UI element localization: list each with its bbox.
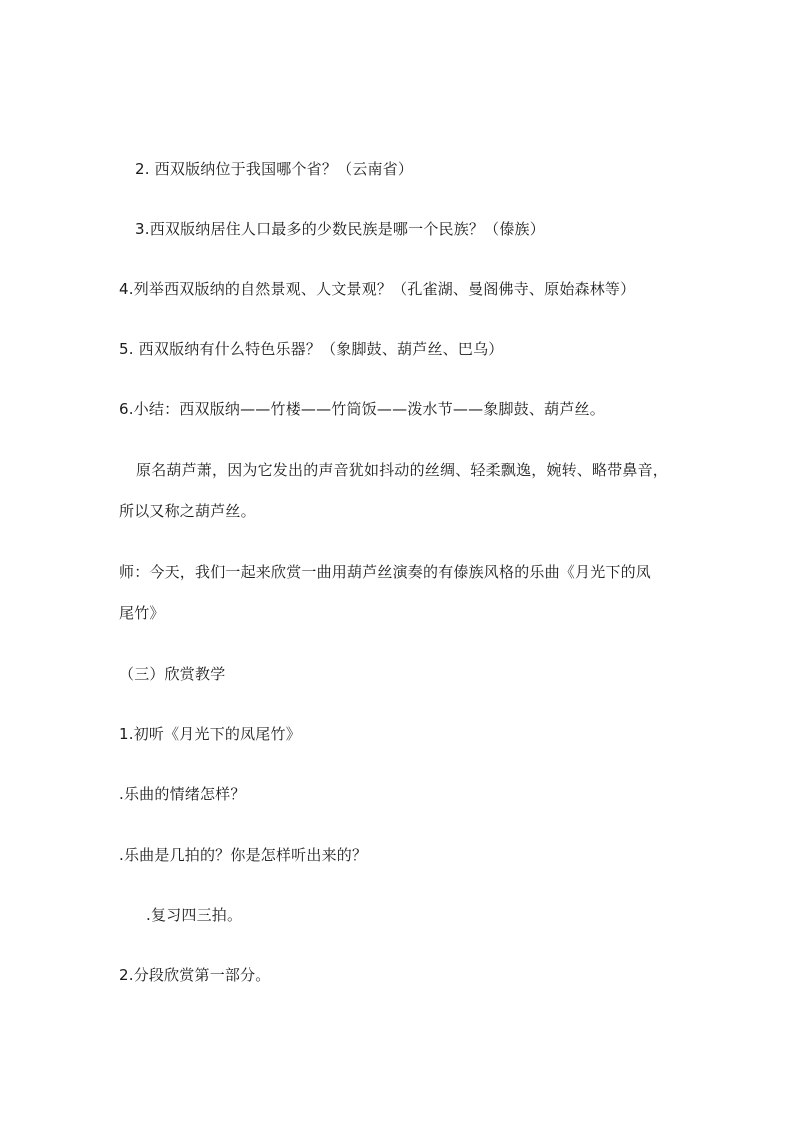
summary-6-line: 6.小结：西双版纳——竹楼——竹筒饭——泼水节——象脚鼓、葫芦丝。 <box>119 400 605 418</box>
bullet-meter-question: .乐曲是几拍的？你是怎样听出来的？ <box>119 846 368 864</box>
bullet-mood-question: .乐曲的情绪怎样？ <box>119 785 246 803</box>
paragraph-hulusi-line-2: 所以又称之葫芦丝。 <box>119 502 256 520</box>
teacher-line-1: 师：今天，我们一起来欣赏一曲用葫芦丝演奏的有傣族风格的乐曲《月光下的凤 <box>119 563 652 581</box>
item-2-section-listen: 2.分段欣赏第一部分。 <box>119 966 271 984</box>
teacher-line-2: 尾竹》 <box>119 604 165 622</box>
paragraph-hulusi-line-1: 原名葫芦萧，因为它发出的声音犹如抖动的丝绸、轻柔飘逸，婉转、略带鼻音， <box>136 461 669 479</box>
section-heading-three: （三）欣赏教学 <box>119 665 226 683</box>
question-2-line: 2. 西双版纳位于我国哪个省？（云南省） <box>135 160 414 178</box>
item-1-first-listen: 1.初听《月光下的凤尾竹》 <box>119 725 301 743</box>
question-4-line: 4.列举西双版纳的自然景观、人文景观？（孔雀湖、曼阁佛寺、原始森林等） <box>119 280 636 298</box>
question-3-line: 3.西双版纳居住人口最多的少数民族是哪一个民族？（傣族） <box>135 220 545 238</box>
bullet-review-three-four: .复习四三拍。 <box>146 906 243 924</box>
question-5-line: 5. 西双版纳有什么特色乐器？（象脚鼓、葫芦丝、巴乌） <box>119 340 504 358</box>
